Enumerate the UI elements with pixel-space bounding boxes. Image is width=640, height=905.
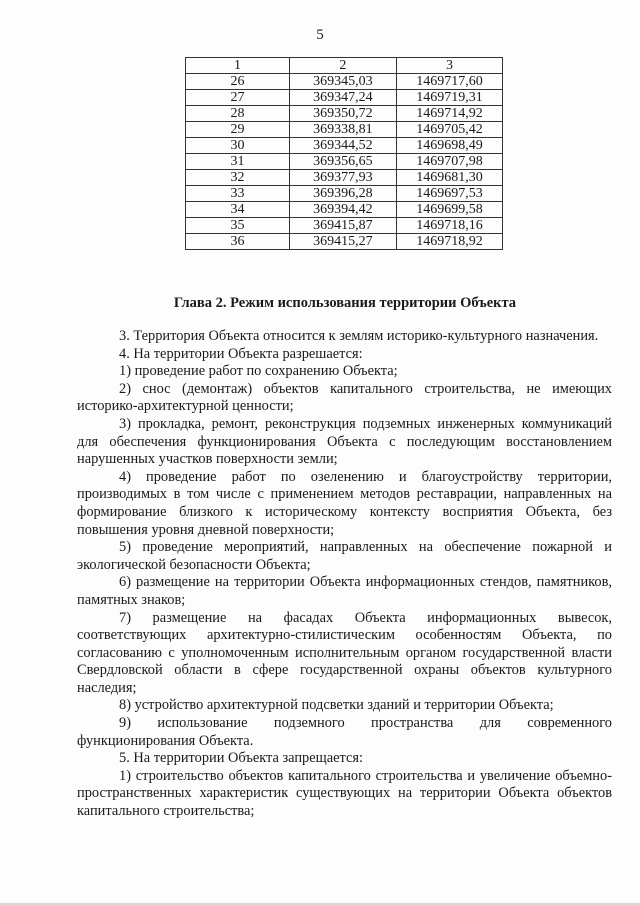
table-cell: 1469681,30 bbox=[396, 170, 502, 186]
table-cell: 33 bbox=[186, 186, 290, 202]
table-cell: 369344,52 bbox=[289, 138, 396, 154]
paragraph: 5. На территории Объекта запрещается: bbox=[119, 750, 363, 767]
table-cell: 369347,24 bbox=[289, 90, 396, 106]
table-cell: 369415,87 bbox=[289, 218, 396, 234]
page-number: 5 bbox=[316, 27, 324, 43]
table-row bbox=[186, 202, 503, 218]
paragraph: 5) проведение мероприятий, направленных на обеспечение пожарной и экологической безопасности Объекта; bbox=[77, 539, 612, 573]
table-cell: 26 bbox=[186, 74, 290, 90]
table-cell: 369338,81 bbox=[289, 122, 396, 138]
table-cell: 34 bbox=[186, 202, 290, 218]
coordinates-table bbox=[185, 57, 503, 250]
table-row bbox=[186, 138, 503, 154]
table-cell: 1469705,42 bbox=[396, 122, 502, 138]
table-row bbox=[186, 106, 503, 122]
paragraph: 3. Территория Объекта относится к землям историко-культурного назначения. bbox=[119, 328, 599, 344]
table-header-cell: 1 bbox=[186, 58, 290, 74]
paragraph: 1) проведение работ по сохранению Объекта; bbox=[119, 363, 398, 380]
table-row bbox=[186, 122, 503, 138]
table-cell: 35 bbox=[186, 218, 290, 234]
paragraph: 9) использование подземного пространства для современного функционирования Объекта. bbox=[77, 715, 612, 749]
table-row bbox=[186, 186, 503, 202]
table-cell: 1469717,60 bbox=[396, 74, 502, 90]
table-cell: 30 bbox=[186, 138, 290, 154]
table-row bbox=[186, 170, 503, 186]
table-cell: 369345,03 bbox=[289, 74, 396, 90]
table-cell: 369356,65 bbox=[289, 154, 396, 170]
paragraph: 4. На территории Объекта разрешается: bbox=[119, 345, 363, 362]
table-cell: 31 bbox=[186, 154, 290, 170]
paragraph: 6) размещение на территории Объекта информационных стендов, памятников, памятных знаков; bbox=[77, 574, 612, 608]
table-row bbox=[186, 74, 503, 90]
paragraph: 3) прокладка, ремонт, реконструкция подземных инженерных коммуникаций для обеспечения функционирования Объекта с последующим восстановлением нарушенных участков поверхности земли; bbox=[77, 415, 612, 468]
table-header-row bbox=[186, 58, 503, 74]
table-cell: 369350,72 bbox=[289, 106, 396, 122]
table-cell: 1469718,92 bbox=[396, 234, 502, 250]
paragraph: 8) устройство архитектурной подсветки зданий и территории Объекта; bbox=[119, 697, 554, 714]
table-cell: 369394,42 bbox=[289, 202, 396, 218]
table-cell: 369415,27 bbox=[289, 234, 396, 250]
table-row bbox=[186, 234, 503, 250]
paragraph: 1) строительство объектов капитального строительства и увеличение объемно-пространственных характеристик существующих на территории Объекта объектов капитального строительства; bbox=[77, 767, 612, 820]
table-cell: 28 bbox=[186, 106, 290, 122]
table-row bbox=[186, 90, 503, 106]
table-row bbox=[186, 218, 503, 234]
chapter-title: Глава 2. Режим использования территории Объекта bbox=[173, 295, 517, 311]
body-text bbox=[77, 328, 612, 821]
table-cell: 369377,93 bbox=[289, 170, 396, 186]
table-cell: 1469697,53 bbox=[396, 186, 502, 202]
table-header-cell: 3 bbox=[396, 58, 502, 74]
table-cell: 369396,28 bbox=[289, 186, 396, 202]
paragraph: 4) проведение работ по озеленению и благоустройству территории, производимых в том числе с применением методов реставрации, направленных на формирование близкого к историческому контексту восприятия Объекта, без повышения уровня дневной поверхности; bbox=[77, 468, 612, 538]
table-cell: 1469719,31 bbox=[396, 90, 502, 106]
table-cell: 27 bbox=[186, 90, 290, 106]
table-header-cell: 2 bbox=[289, 58, 396, 74]
table-cell: 1469718,16 bbox=[396, 218, 502, 234]
table-cell: 29 bbox=[186, 122, 290, 138]
table-cell: 36 bbox=[186, 234, 290, 250]
table-cell: 32 bbox=[186, 170, 290, 186]
table-cell: 1469698,49 bbox=[396, 138, 502, 154]
table-cell: 1469714,92 bbox=[396, 106, 502, 122]
table-row bbox=[186, 154, 503, 170]
paragraph: 7) размещение на фасадах Объекта информационных вывесок, соответствующих архитектурно-стилистическим особенностям Объекта, по согласованию с уполномоченным исполнительным органом государственной власти Свердловской области в сфере государственной охраны объектов культурного наследия; bbox=[77, 609, 612, 696]
table-cell: 1469699,58 bbox=[396, 202, 502, 218]
table-cell: 1469707,98 bbox=[396, 154, 502, 170]
paragraph: 2) снос (демонтаж) объектов капитального строительства, не имеющих историко-архитектурной ценности; bbox=[77, 380, 612, 415]
